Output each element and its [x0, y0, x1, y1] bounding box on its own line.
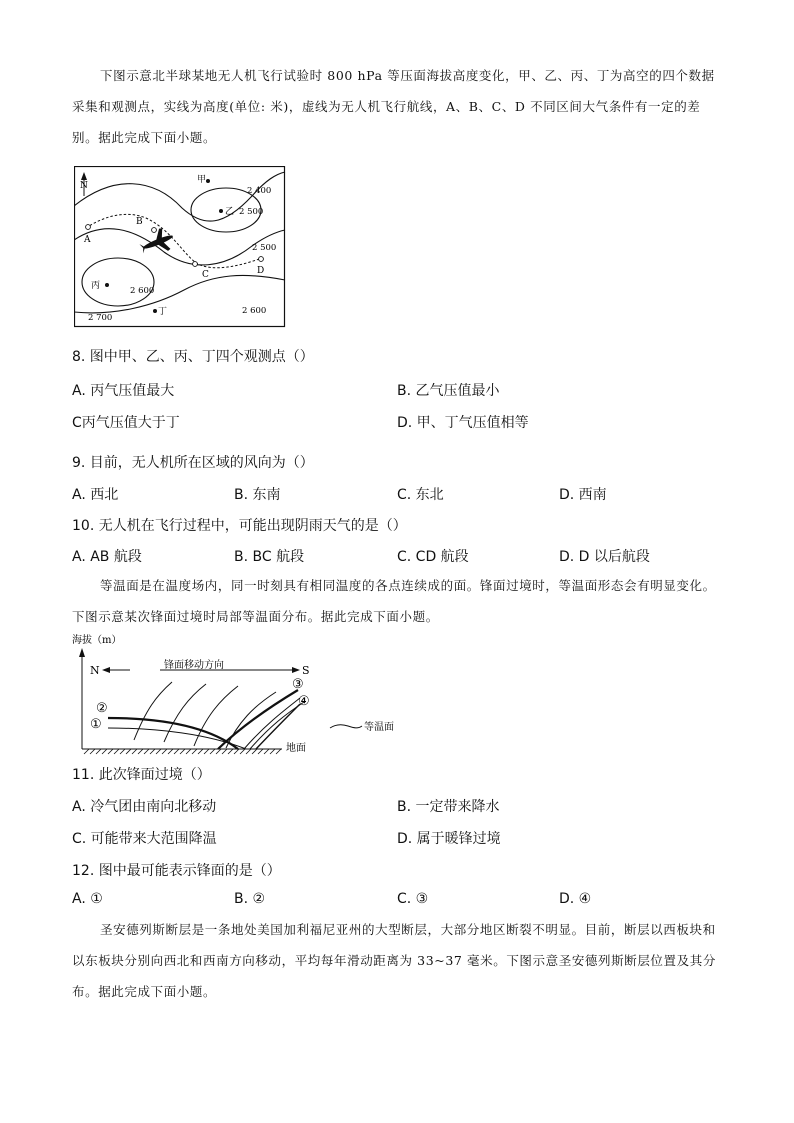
south-label: S — [302, 664, 310, 677]
question-9-option-c[interactable]: C. 东北 — [397, 487, 444, 503]
question-9-option-a[interactable]: A. 西北 — [72, 487, 119, 503]
contour-label: 2 700 — [88, 313, 113, 323]
isotherm-label-4: ④ — [298, 694, 310, 709]
contour-label: 2 500 — [239, 207, 264, 217]
question-8-option-b[interactable]: B. 乙气压值最小 — [397, 383, 500, 399]
question-10-option-a[interactable]: A. AB 航段 — [72, 549, 142, 565]
point-bing: 丙 — [91, 281, 101, 291]
question-12-stem: 12. 图中最可能表示锋面的是（） — [72, 863, 281, 879]
question-12-option-a[interactable]: A. ① — [72, 891, 103, 907]
north-label: N — [90, 664, 100, 677]
question-8-option-c[interactable]: C丙气压值大于丁 — [72, 415, 180, 431]
question-10-option-d[interactable]: D. D 以后航段 — [559, 549, 650, 565]
contour-label: 2 600 — [242, 306, 267, 316]
question-10-option-c[interactable]: C. CD 航段 — [397, 549, 469, 565]
isotherm-label-2: ② — [96, 701, 108, 716]
north-label: N — [80, 181, 88, 191]
point-yi: 乙 — [225, 207, 235, 217]
route-point-b: B — [136, 217, 143, 227]
question-11-option-c[interactable]: C. 可能带来大范围降温 — [72, 831, 217, 847]
point-ding: 丁 — [158, 307, 168, 317]
ground-label: 地面 — [286, 743, 306, 754]
question-9-option-d[interactable]: D. 西南 — [559, 487, 607, 503]
isobaric-surface-map — [74, 166, 286, 328]
question-8-option-d[interactable]: D. 甲、丁气压值相等 — [397, 415, 529, 431]
route-point-d: D — [257, 266, 265, 276]
contour-label: 2 600 — [130, 286, 155, 296]
altitude-axis-label: 海拔（m） — [72, 635, 122, 646]
route-point-c: C — [202, 270, 209, 280]
route-point-a: A — [84, 235, 91, 245]
front-direction-label: 锋面移动方向 — [164, 660, 224, 671]
question-9-stem: 9. 目前，无人机所在区域的风向为（） — [72, 455, 314, 471]
question-11-option-a[interactable]: A. 冷气团由南向北移动 — [72, 799, 217, 815]
isotherm-label-3: ③ — [292, 677, 304, 692]
question-12-option-d[interactable]: D. ④ — [559, 891, 592, 907]
point-jia: 甲 — [196, 175, 206, 185]
question-8-option-a[interactable]: A. 丙气压值最大 — [72, 383, 175, 399]
intro-paragraph-3: 圣安德列斯断层是一条地处美国加利福尼亚州的大型断层，大部分地区断裂不明显。目前，断层以西板块和以东板块分别向西北和西南方向移动，平均每年滑动距离为 33~37 毫米。下图示意圣安德列斯断层位置及其分布。据此完成下面小题。 — [72, 922, 716, 999]
intro-paragraph-1: 下图示意北半球某地无人机飞行试验时 800 hPa 等压面海拔高度变化，甲、乙、丙、丁为高空的四个数据采集和观测点，实线为高度(单位: 米)，虚线为无人机飞行航线，A、B、C、D 不同区间大气条件有一定的差别。据此完成下面小题。 — [72, 68, 715, 145]
question-12-option-c[interactable]: C. ③ — [397, 891, 429, 907]
question-11-stem: 11. 此次锋面过境（） — [72, 767, 211, 783]
contour-label: 2 400 — [247, 186, 272, 196]
question-11-option-b[interactable]: B. 一定带来降水 — [397, 799, 500, 815]
question-11-option-d[interactable]: D. 属于暖锋过境 — [397, 831, 501, 847]
question-10-stem: 10. 无人机在飞行过程中，可能出现阴雨天气的是（） — [72, 518, 407, 534]
intro-paragraph-2: 等温面是在温度场内，同一时刻具有相同温度的各点连续成的面。锋面过境时，等温面形态会有明显变化。下图示意某次锋面过境时局部等温面分布。据此完成下面小题。 — [72, 578, 716, 624]
front-isotherm-diagram — [68, 630, 408, 756]
question-8-stem: 8. 图中甲、乙、丙、丁四个观测点（） — [72, 349, 314, 365]
contour-label: 2 500 — [252, 243, 277, 253]
legend-isotherm-label: 等温面 — [364, 722, 394, 733]
question-10-option-b[interactable]: B. BC 航段 — [234, 549, 305, 565]
question-12-option-b[interactable]: B. ② — [234, 891, 266, 907]
question-9-option-b[interactable]: B. 东南 — [234, 487, 281, 503]
isotherm-label-1: ① — [90, 717, 102, 732]
